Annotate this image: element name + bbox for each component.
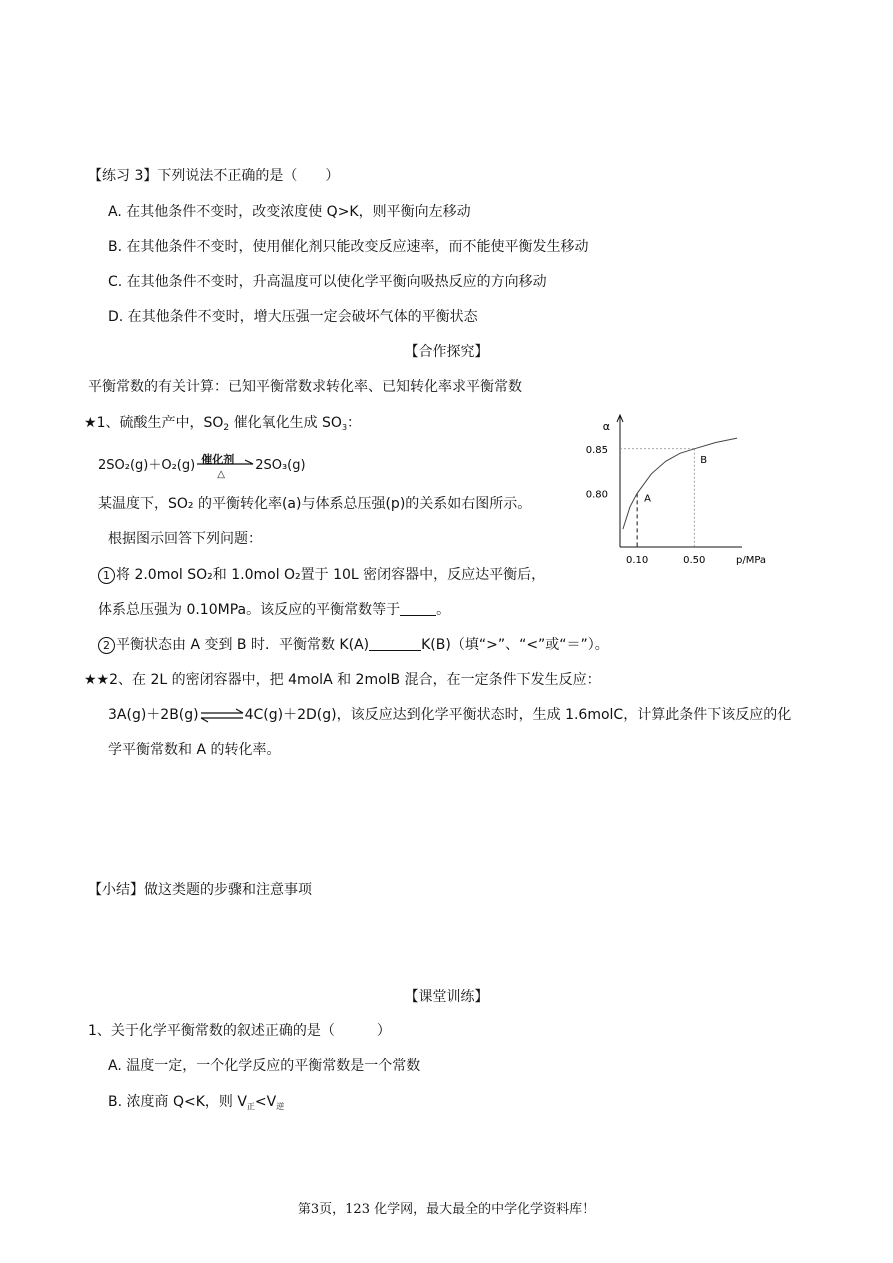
cooperate-intro: 平衡常数的有关计算：已知平衡常数求转化率、已知转化率求平衡常数 [88, 379, 522, 395]
q1-sub2 [98, 635, 609, 655]
conversion-pressure-chart [578, 412, 767, 572]
practice3-text: 下列说法不正确的是（ ） [157, 168, 340, 184]
x-tick-label: 0.50 [683, 555, 706, 566]
point-b-label: B [700, 454, 708, 466]
point-a-label: A [644, 493, 651, 505]
practice3-question [88, 166, 339, 186]
q2-line1 [108, 705, 791, 725]
training-q1: 1、关于化学平衡常数的叙述正确的是（ ） [88, 1023, 391, 1039]
equilibrium-arrow-icon [199, 708, 245, 722]
q1-desc: 某温度下，SO₂ 的平衡转化率(a)与体系总压强(p)的关系如右图所示。 [98, 496, 532, 512]
q1-title-pre: 1、硫酸生产中，SO [96, 415, 224, 431]
cooperate-heading: 【合作探究】 [404, 344, 489, 360]
q1-title-mid: 催化氧化生成 SO [229, 415, 342, 431]
q1-eq-right: 2SO₃(g) [255, 458, 306, 473]
page-footer: 第3页，123 化学网，最大最全的中学化学资料库！ [297, 1202, 596, 1217]
catalyst-label: 催化剂 [201, 453, 235, 466]
heat-symbol: △ [217, 469, 225, 480]
q1-stars: ★ [84, 415, 97, 431]
q1-sub2-pre: 平衡状态由 A 变到 B 时．平衡常数 K(A) [116, 637, 370, 653]
practice3-option-d: D. 在其他条件不变时，增大压强一定会破坏气体的平衡状态 [108, 309, 478, 325]
q1-sub1-line2 [98, 600, 450, 620]
q1-sub1-text1: 将 2.0mol SO₂和 1.0mol O₂置于 10L 密闭容器中，反应达平衡后， [116, 567, 546, 583]
q2-eq-left: 3A(g)＋2B(g) [108, 707, 199, 723]
equilibrium-curve [623, 438, 737, 529]
y-tick-label: 0.80 [585, 489, 608, 501]
x-axis-label: p/MPa [736, 555, 767, 566]
y-axis-label: α [602, 420, 610, 433]
catalyst-arrow [195, 453, 255, 480]
circled-number-1: 1 [98, 567, 115, 584]
summary-label: 【小结】 [88, 882, 144, 898]
option-b-pre: B. 浓度商 Q<K，则 V [108, 1094, 247, 1110]
q1-sub2-mid: K(B)（填“>”、“<”或“＝”）。 [421, 637, 609, 653]
y-tick-label: 0.85 [585, 444, 608, 456]
practice3-label: 【练习 3】 [88, 168, 158, 184]
practice3-option-b: B. 在其他条件不变时，使用催化剂只能改变反应速率，而不能使平衡发生移动 [108, 239, 589, 255]
q2-text1: ，该反应达到化学平衡状态时，生成 1.6molC，计算此条件下该反应的化 [336, 707, 792, 723]
answer-blank-1[interactable] [400, 601, 436, 616]
option-b-sub-reverse: 逆 [276, 1102, 285, 1111]
x-tick-label: 0.10 [626, 555, 649, 566]
answer-blank-2[interactable] [369, 636, 421, 651]
q1-eq-left: 2SO₂(g)＋O₂(g) [98, 458, 196, 473]
q1-sub1-end: 。 [436, 602, 451, 618]
q1-title [84, 413, 361, 438]
q1-sub1-line1 [98, 565, 545, 585]
summary-text: 做这类题的步骤和注意事项 [144, 882, 312, 898]
q2-title-text: 2、在 2L 的密闭容器中，把 4molA 和 2molB 混合，在一定条件下发生反应： [109, 672, 601, 688]
q1-equation [98, 453, 306, 480]
practice3-option-c: C. 在其他条件不变时，升高温度可以使化学平衡向吸热反应的方向移动 [108, 274, 547, 290]
q2-eq-right: 4C(g)＋2D(g) [244, 707, 337, 723]
training-heading: 【课堂训练】 [404, 989, 489, 1005]
summary [88, 880, 312, 900]
option-b-mid: <V [254, 1094, 277, 1110]
q1-title-end: ： [347, 415, 362, 431]
q2-title [84, 670, 601, 690]
option-b-sub-forward: 正 [246, 1102, 255, 1111]
circled-number-2: 2 [98, 637, 115, 654]
q1-title-sub2: 3 [341, 423, 348, 432]
q2-line2: 学平衡常数和 A 的转化率。 [108, 742, 281, 758]
training-option-a: A. 温度一定，一个化学反应的平衡常数是一个常数 [108, 1058, 421, 1074]
training-option-b [108, 1092, 284, 1117]
q1-title-sub: 2 [223, 423, 230, 433]
q1-prompt: 根据图示回答下列问题： [108, 531, 262, 547]
q1-sub1-text2: 体系总压强为 0.10MPa。该反应的平衡常数等于 [98, 602, 401, 618]
q2-stars: ★★ [84, 672, 110, 688]
practice3-option-a: A. 在其他条件不变时，改变浓度使 Q>K，则平衡向左移动 [108, 204, 471, 220]
